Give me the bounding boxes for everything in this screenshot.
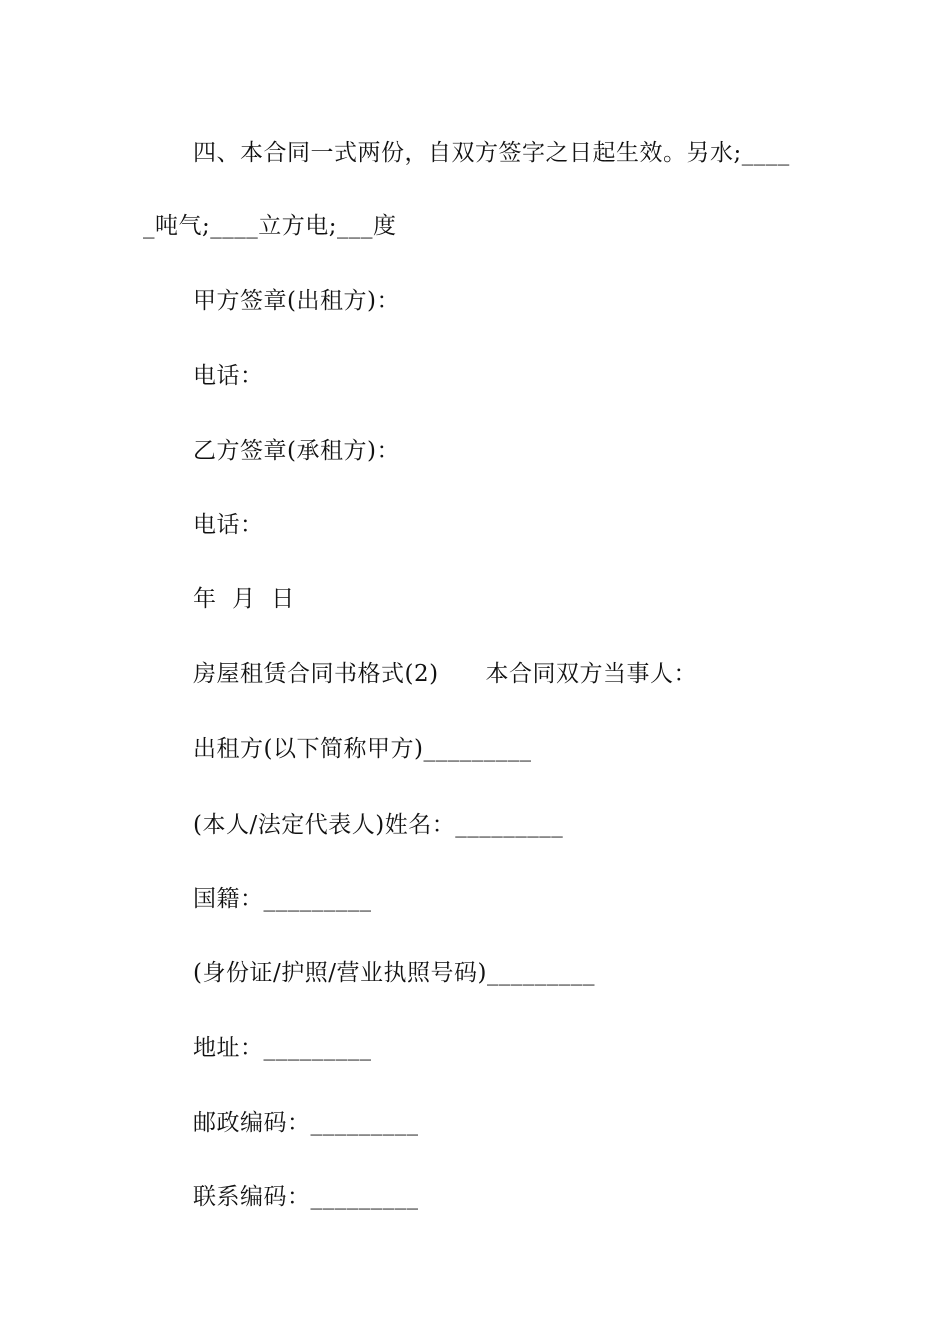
date-line: 年 月 日: [193, 586, 295, 612]
party-b-signature-label: 乙方签章(承租方)：: [193, 438, 400, 464]
clause-four-text: 四、本合同一式两份，自双方签字之日起生效。另水;____: [193, 140, 790, 166]
address-field: 地址：_________: [193, 1035, 372, 1061]
id-number-field: (身份证/护照/营业执照号码)_________: [193, 960, 595, 986]
representative-name-field: (本人/法定代表人)姓名：_________: [193, 812, 564, 838]
party-b-phone-label: 电话：: [193, 512, 264, 538]
clause-four-continuation: _吨气;____立方电;___度: [143, 213, 397, 239]
nationality-field: 国籍：_________: [193, 886, 372, 912]
lessor-field: 出租方(以下简称甲方)_________: [193, 736, 532, 762]
party-a-signature-label: 甲方签章(出租方)：: [193, 288, 400, 314]
contract-format-heading: 房屋租赁合同书格式(2) 本合同双方当事人：: [193, 661, 697, 687]
party-a-phone-label: 电话：: [193, 363, 264, 389]
contact-code-field: 联系编码：_________: [193, 1184, 419, 1210]
postal-code-field: 邮政编码：_________: [193, 1110, 419, 1136]
